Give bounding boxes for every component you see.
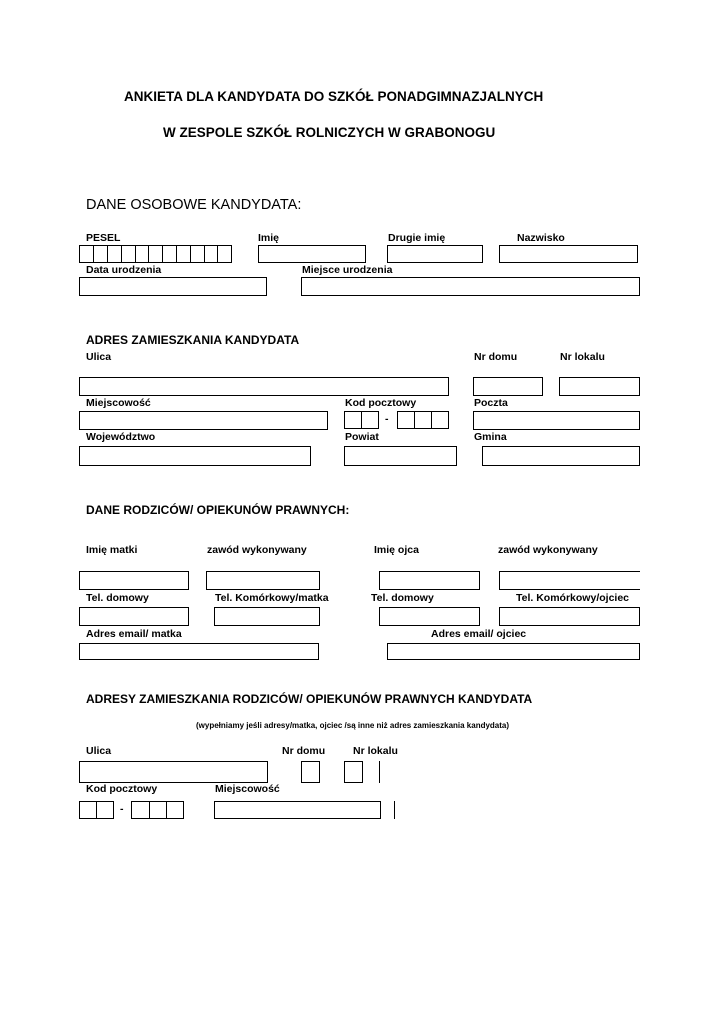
birth-place-input[interactable] [301, 277, 640, 296]
parents-street-label: Ulica [86, 745, 112, 757]
parents-town-line-end [394, 801, 395, 819]
postal-code-first-part[interactable] [344, 411, 379, 429]
home-phone-label-2: Tel. domowy [371, 592, 434, 604]
parents-house-number-input[interactable] [301, 761, 320, 783]
parents-postal-code-first-part[interactable] [79, 801, 114, 819]
town-input[interactable] [79, 411, 328, 430]
county-label: Powiat [345, 431, 379, 443]
house-number-label: Nr domu [474, 351, 518, 363]
house-number-input[interactable] [473, 377, 543, 396]
parents-address-note: (wypełniamy jeśli adresy/matka, ojciec /są inne niż adres zamieszkania kandydata) [196, 721, 510, 730]
parents-heading: DANE RODZICÓW/ OPIEKUNÓW PRAWNYCH: [86, 503, 350, 517]
personal-data-heading: DANE OSOBOWE KANDYDATA: [86, 197, 302, 213]
address-heading: ADRES ZAMIESZKANIA KANDYDATA [86, 333, 300, 347]
voivodeship-input[interactable] [79, 446, 311, 466]
home-phone-label-1: Tel. domowy [86, 592, 149, 604]
home-phone-input-2[interactable] [379, 607, 480, 626]
postal-code-label: Kod pocztowy [345, 397, 417, 409]
first-name-label: Imię [258, 232, 280, 244]
flat-number-input[interactable] [559, 377, 640, 396]
postal-code-second-part[interactable] [397, 411, 449, 429]
email-mother-label: Adres email/ matka [86, 628, 182, 640]
home-phone-input-1[interactable] [79, 607, 189, 626]
parents-address-heading: ADRESY ZAMIESZKANIA RODZICÓW/ OPIEKUNÓW PRAWNYCH KANDYDATA [86, 692, 533, 706]
parents-postal-code-second-part[interactable] [131, 801, 184, 819]
form-title-line-1: ANKIETA DLA KANDYDATA DO SZKÓŁ PONADGIMNAZJALNYCH [124, 89, 544, 104]
father-job-input[interactable] [499, 571, 640, 590]
father-job-label: zawód wykonywany [498, 544, 598, 556]
surname-label: Nazwisko [517, 232, 565, 244]
email-father-label: Adres email/ ojciec [431, 628, 527, 640]
street-label: Ulica [86, 351, 112, 363]
form-title-line-2: W ZESPOLE SZKÓŁ ROLNICZYCH W GRABONOGU [163, 125, 496, 140]
mobile-mother-label: Tel. Komórkowy/matka [215, 592, 329, 604]
surname-input[interactable] [499, 245, 638, 263]
voivodeship-label: Województwo [86, 431, 156, 443]
parents-postal-code-label: Kod pocztowy [86, 783, 158, 795]
mobile-father-label: Tel. Komórkowy/ojciec [516, 592, 630, 604]
commune-label: Gmina [474, 431, 507, 443]
first-name-input[interactable] [258, 245, 366, 263]
father-name-label: Imię ojca [374, 544, 419, 556]
commune-input[interactable] [482, 446, 640, 466]
parents-flat-number-label: Nr lokalu [353, 745, 398, 757]
mother-job-input[interactable] [206, 571, 320, 590]
birth-date-input[interactable] [79, 277, 267, 296]
street-input[interactable] [79, 377, 449, 396]
county-input[interactable] [344, 446, 457, 466]
father-name-input[interactable] [379, 571, 480, 590]
email-mother-input[interactable] [79, 643, 319, 660]
second-name-label: Drugie imię [388, 232, 446, 244]
mother-name-label: Imię matki [86, 544, 138, 556]
parents-flat-number-input[interactable] [344, 761, 363, 783]
mother-name-input[interactable] [79, 571, 189, 590]
pesel-label: PESEL [86, 232, 121, 244]
parents-house-number-label: Nr domu [282, 745, 326, 757]
parents-town-input[interactable] [214, 801, 381, 819]
post-office-input[interactable] [473, 411, 640, 430]
town-label: Miejscowość [86, 397, 151, 409]
postal-code-dash: - [385, 413, 389, 425]
mobile-father-input[interactable] [499, 607, 640, 626]
mother-job-label: zawód wykonywany [207, 544, 307, 556]
post-office-label: Poczta [474, 397, 508, 409]
parents-street-input[interactable] [79, 761, 268, 783]
parents-postal-code-dash: - [120, 803, 124, 815]
birth-place-label: Miejsce urodzenia [302, 264, 393, 276]
second-name-input[interactable] [387, 245, 483, 263]
birth-date-label: Data urodzenia [86, 264, 162, 276]
mobile-mother-input[interactable] [214, 607, 320, 626]
email-father-input[interactable] [387, 643, 640, 660]
parents-address-line-end [379, 761, 380, 783]
flat-number-label: Nr lokalu [560, 351, 605, 363]
pesel-input[interactable] [79, 245, 232, 263]
parents-town-label: Miejscowość [215, 783, 280, 795]
